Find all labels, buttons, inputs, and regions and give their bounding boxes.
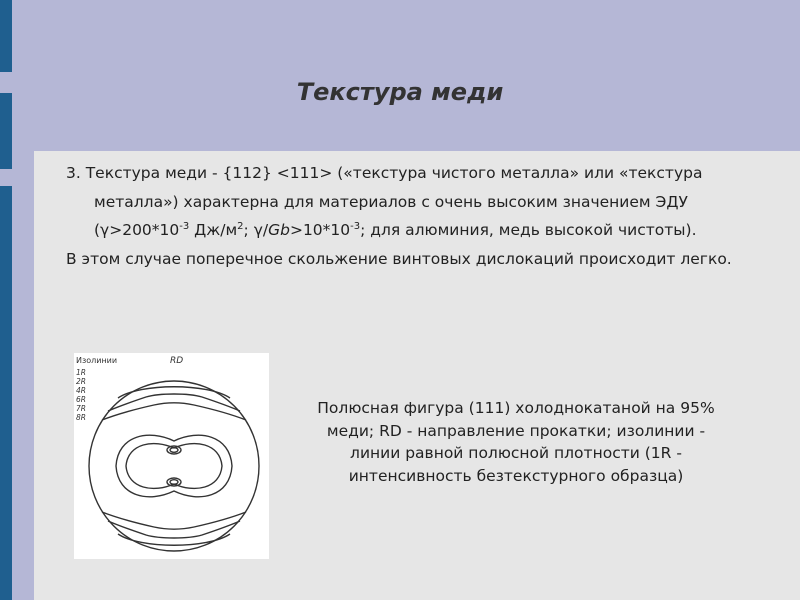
isoline	[118, 387, 230, 398]
paragraph-text: Дж/м	[189, 221, 238, 239]
paragraph-copper-texture	[66, 159, 746, 245]
accent-bar-bottom	[0, 186, 12, 600]
legend-item: 8R	[76, 413, 86, 422]
isoline	[118, 534, 230, 545]
paragraph-text: >10*10	[289, 221, 351, 239]
legend-item: 4R	[76, 386, 86, 395]
slide-title: Текстура меди	[296, 78, 504, 106]
isoline	[126, 444, 222, 489]
legend-item: 1R	[76, 368, 86, 377]
legend-title: Изолинии	[76, 356, 118, 365]
superscript: -3	[350, 220, 361, 232]
density-peak	[170, 480, 178, 485]
slide-body	[66, 159, 746, 273]
content-panel	[34, 151, 800, 600]
figure-caption: Полюсная фигура (111) холоднокатаной на 95% меди; RD - направление прокатки; изолинии - линии равной полюсной плотности (1R - интенсивность безтекстурного образца)	[317, 399, 715, 485]
superscript: 2	[237, 220, 244, 232]
paragraph-text: 3. Текстура меди - {112} <111> («текстура чистого металла» или «текстура металла») характерна для материалов с очень высоким значением ЭДУ (γ>200*10	[66, 164, 703, 239]
isoline	[116, 435, 232, 497]
legend-item: 6R	[76, 395, 86, 404]
pole-figure-outline	[89, 381, 259, 551]
italic-gb: Gb	[268, 221, 290, 239]
paragraph-cross-slip	[66, 245, 746, 274]
pole-figure	[74, 353, 269, 559]
density-peak	[170, 448, 178, 453]
paragraph-text: В этом случае поперечное скольжение винтовых дислокаций происходит легко.	[66, 249, 732, 268]
superscript: -3	[179, 220, 190, 232]
legend-item: 2R	[76, 377, 86, 386]
paragraph-text: ; γ/	[243, 221, 269, 239]
accent-bar-top	[0, 0, 12, 72]
pole-figure-diagram	[74, 353, 269, 559]
paragraph-text: ; для алюминия, медь высокой чистоты).	[360, 221, 697, 239]
rd-direction-label: RD	[170, 356, 184, 366]
legend-item: 7R	[76, 404, 86, 413]
